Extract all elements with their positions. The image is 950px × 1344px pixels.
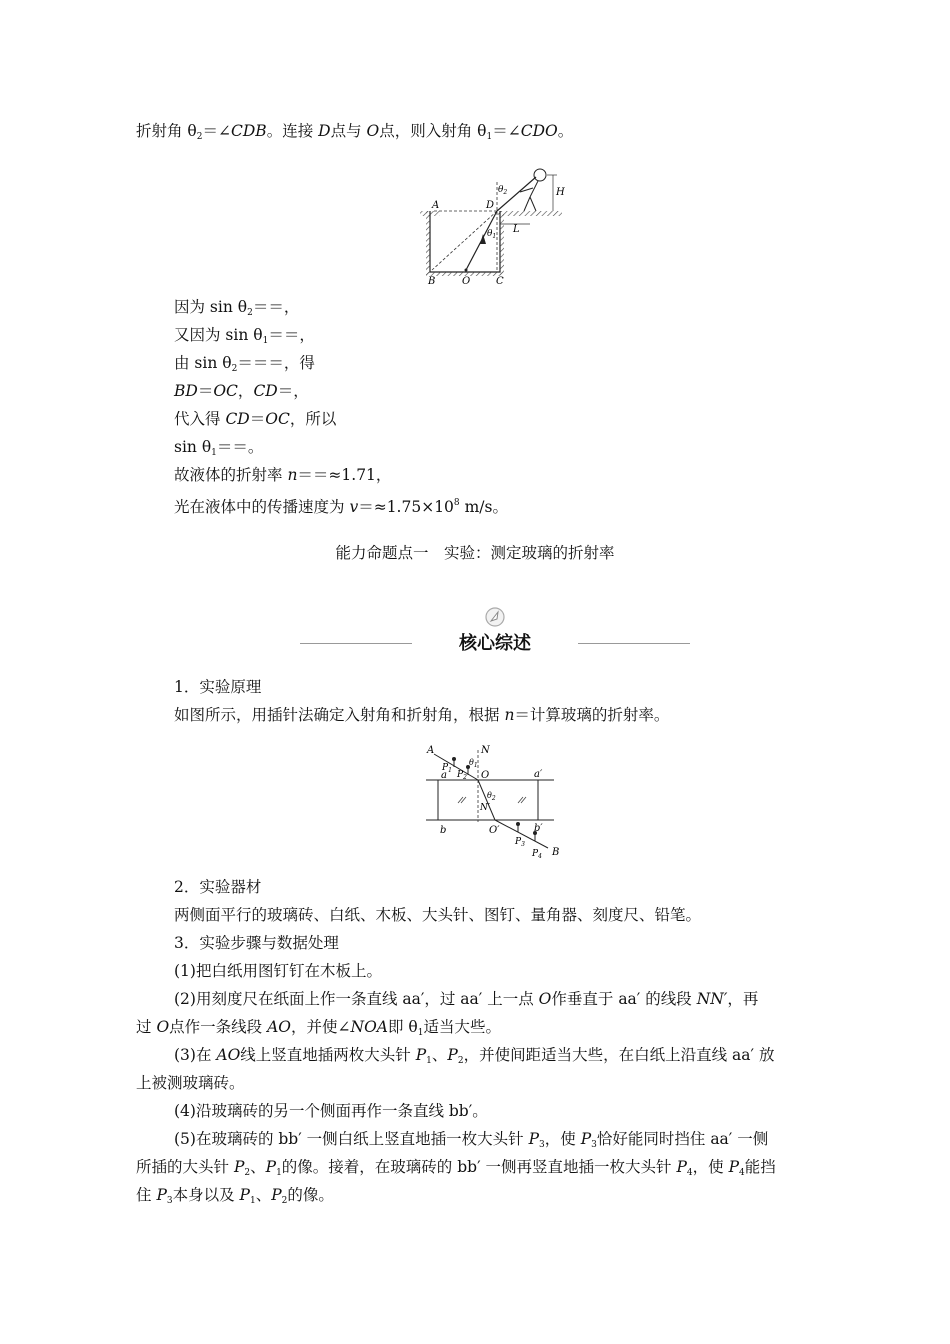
person-leg — [524, 197, 530, 211]
section-title: 能力命题点一 实验：测定玻璃的折射率 — [335, 544, 615, 562]
text: 所插的大头针 — [136, 1158, 234, 1176]
subscript: 1 — [276, 1168, 282, 1178]
solution-line-5 — [174, 409, 336, 429]
subscript: 4 — [739, 1168, 745, 1178]
subscript: 3 — [539, 1140, 545, 1150]
text: 故液体的折射率 — [174, 466, 288, 484]
text: ＝＝＝，得 — [237, 354, 315, 372]
label-P1: $P_1$ — [442, 763, 452, 774]
equipment-heading: 2．实验器材 — [174, 878, 262, 896]
text: ＝＝， — [268, 326, 315, 344]
step-4: (4)沿玻璃砖的另一个侧面再作一条直线 bb′。 — [174, 1102, 488, 1120]
core-summary-banner — [300, 606, 690, 662]
text: 点与 — [330, 122, 367, 140]
text: ＝≈1.75×10 — [358, 498, 454, 516]
text: 、 — [255, 1186, 272, 1204]
italic-text: D — [318, 122, 331, 140]
text: 由 sin θ — [174, 354, 232, 372]
superscript: 8 — [453, 498, 460, 508]
italic-text: CDB — [231, 122, 267, 140]
subscript: 3 — [166, 1196, 173, 1206]
label-N: N — [481, 745, 490, 756]
text: 、 — [431, 1046, 448, 1064]
italic-text: CDO — [520, 122, 558, 140]
text: (5)在玻璃砖的 bb′ 一侧白纸上竖直地插一枚大头针 — [174, 1130, 529, 1148]
step-2-line-2 — [136, 1017, 501, 1043]
italic-text: OC — [213, 382, 238, 400]
text: 的像。接着，在玻璃砖的 bb′ 一侧再竖直地插一枚大头针 — [281, 1158, 677, 1176]
solution-line-3 — [174, 353, 315, 379]
italic-text: v — [349, 498, 359, 516]
solution-line-7 — [174, 465, 391, 485]
label-P4: $P_4$ — [532, 849, 542, 860]
text: 代入得 — [174, 410, 226, 428]
italic-text: P — [676, 1158, 687, 1176]
italic-text: P — [239, 1186, 250, 1204]
text: 折射角 θ — [136, 122, 197, 140]
figure-container-refraction — [420, 162, 570, 287]
italic-text: O — [538, 990, 552, 1008]
subscript: 4 — [686, 1168, 693, 1178]
text: ＝∠ — [202, 122, 231, 140]
italic-text: P — [415, 1046, 427, 1064]
label-O: O — [462, 276, 471, 287]
solution-line-6 — [174, 437, 263, 463]
banner-title: 核心综述 — [459, 633, 531, 654]
text: 又因为 sin θ — [174, 326, 263, 344]
ground-right — [498, 211, 562, 216]
subscript: 1 — [486, 132, 493, 142]
label-B: B — [428, 276, 436, 287]
text: 住 — [136, 1186, 157, 1204]
italic-text: P — [233, 1158, 245, 1176]
subscript: 2 — [457, 1056, 464, 1066]
italic-text: OC — [265, 410, 290, 428]
solution-line-2 — [174, 325, 315, 351]
container-inner — [430, 211, 500, 272]
text: (2)用刻度尺在纸面上作一条直线 aa′，过 aa′ 上一点 — [174, 990, 539, 1008]
text: 。 — [557, 122, 574, 140]
subscript: 1 — [249, 1196, 256, 1206]
intro-line — [136, 121, 573, 147]
text: 作垂直于 aa′ 的线段 — [551, 990, 697, 1008]
label-theta2: $\theta_2$ — [498, 185, 508, 196]
step-5-line-1 — [174, 1129, 768, 1155]
text: ＝计算玻璃的折射率。 — [514, 706, 670, 724]
principle-text — [174, 705, 669, 725]
label-C: C — [496, 276, 504, 287]
point-O — [465, 269, 468, 272]
text: sin θ — [174, 438, 212, 456]
text: ＝＝。 — [216, 438, 264, 456]
text: ＝＝， — [252, 298, 300, 316]
italic-text: n — [287, 466, 298, 484]
label-O-prime: O′ — [489, 825, 500, 836]
text: ，再 — [727, 990, 759, 1008]
label-P3: $P_3$ — [515, 837, 525, 848]
italic-text: P — [271, 1186, 282, 1204]
label-theta1: $\theta_1$ — [469, 758, 478, 769]
subscript: 1 — [211, 448, 217, 458]
label-O: O — [481, 770, 490, 781]
italic-text: P — [728, 1158, 739, 1176]
label-L: L — [513, 224, 520, 235]
step-3-line-2: 上被测玻璃砖。 — [136, 1074, 245, 1092]
text: ，使 — [692, 1158, 729, 1176]
italic-text: P — [265, 1158, 277, 1176]
step-1: (1)把白纸用图钉钉在木板上。 — [174, 962, 382, 980]
text: 即 θ — [387, 1018, 418, 1036]
italic-text: n — [504, 706, 515, 724]
label-A: A — [432, 200, 440, 211]
text: 如图所示，用插针法确定入射角和折射角，根据 — [174, 706, 505, 724]
text: 因为 sin θ — [174, 298, 248, 316]
label-A: A — [427, 745, 435, 756]
steps-heading: 3．实验步骤与数据处理 — [174, 934, 339, 952]
label-N-prime: N′ — [480, 803, 490, 813]
line-DB — [432, 211, 497, 270]
banner-emblem-icon — [483, 606, 507, 628]
italic-text: CD — [225, 410, 250, 428]
italic-text: O — [366, 122, 380, 140]
step-3-line-1 — [174, 1045, 774, 1071]
text: 点，则入射角 θ — [379, 122, 487, 140]
text: ＝ — [197, 382, 214, 400]
text: 恰好能同时挡住 aa′ 一侧 — [596, 1130, 769, 1148]
text: ＝∠ — [492, 122, 521, 140]
subscript: 2 — [231, 364, 238, 374]
text: 本身以及 — [172, 1186, 240, 1204]
subscript: 1 — [426, 1056, 432, 1066]
text: 线上竖直地插两枚大头针 — [240, 1046, 416, 1064]
text: 的像。 — [287, 1186, 334, 1204]
solution-line-4 — [174, 381, 309, 401]
label-theta1: $\theta_1$ — [487, 229, 497, 240]
subscript: 2 — [247, 308, 253, 318]
step-5-line-3 — [136, 1185, 334, 1211]
text: ，并使∠ — [291, 1018, 351, 1036]
pin-P1-head — [452, 757, 456, 761]
label-H: H — [556, 187, 565, 198]
label-P2: $P_2$ — [457, 770, 467, 781]
subscript: 1 — [262, 336, 269, 346]
text: ，所以 — [289, 410, 337, 428]
figure-glass-block — [420, 740, 570, 862]
text: 。连接 — [266, 122, 319, 140]
label-theta2: $\theta_2$ — [487, 791, 496, 802]
label-D: D — [486, 200, 495, 211]
equipment-text: 两侧面平行的玻璃砖、白纸、木板、大头针、图钉、量角器、刻度尺、铅笔。 — [174, 906, 702, 924]
subscript: 2 — [244, 1168, 251, 1178]
italic-text: P — [580, 1130, 592, 1148]
italic-text: NN′ — [696, 990, 728, 1008]
italic-text: AO — [267, 1018, 291, 1036]
text: ，并使间距适当大些，在白纸上沿直线 aa′ 放 — [463, 1046, 775, 1064]
italic-text: NOA — [350, 1018, 388, 1036]
italic-text: P — [528, 1130, 540, 1148]
label-a-prime: a′ — [534, 769, 543, 780]
italic-text: O — [156, 1018, 170, 1036]
italic-text: AO — [216, 1046, 241, 1064]
text: ，使 — [544, 1130, 581, 1148]
wall-right — [500, 211, 504, 276]
text: 点作一条线段 — [169, 1018, 268, 1036]
subscript: 3 — [591, 1140, 597, 1150]
label-a: a — [441, 770, 447, 781]
step-2-line-1 — [174, 989, 758, 1009]
text: 、 — [250, 1158, 266, 1176]
wall-left — [426, 211, 430, 276]
text: m/s。 — [459, 498, 508, 516]
label-b-prime: b′ — [534, 823, 543, 834]
text: 过 — [136, 1018, 157, 1036]
italic-text: P — [156, 1186, 167, 1204]
subscript: 1 — [417, 1028, 424, 1038]
text: ， — [237, 382, 254, 400]
step-5-line-2 — [136, 1157, 776, 1183]
text: 适当大些。 — [423, 1018, 501, 1036]
italic-text: CD — [253, 382, 278, 400]
italic-text: P — [447, 1046, 458, 1064]
text: ＝， — [277, 382, 309, 400]
italic-text: BD — [174, 382, 198, 400]
person-leg — [530, 197, 536, 211]
label-B: B — [552, 847, 560, 858]
pin-P3-head — [516, 822, 520, 826]
text: (3)在 — [174, 1046, 217, 1064]
text: 光在液体中的传播速度为 — [174, 498, 350, 516]
text: ＝ — [249, 410, 266, 428]
subscript: 2 — [281, 1196, 288, 1206]
label-b: b — [440, 825, 447, 836]
text: 能挡 — [744, 1158, 776, 1176]
solution-line-1 — [174, 297, 299, 323]
solution-line-8 — [174, 493, 508, 517]
person-head — [534, 169, 546, 181]
subscript: 2 — [196, 132, 203, 142]
text: ＝＝≈1.71， — [297, 466, 392, 484]
principle-heading: 1．实验原理 — [174, 678, 262, 696]
ray-arrow — [480, 234, 486, 244]
